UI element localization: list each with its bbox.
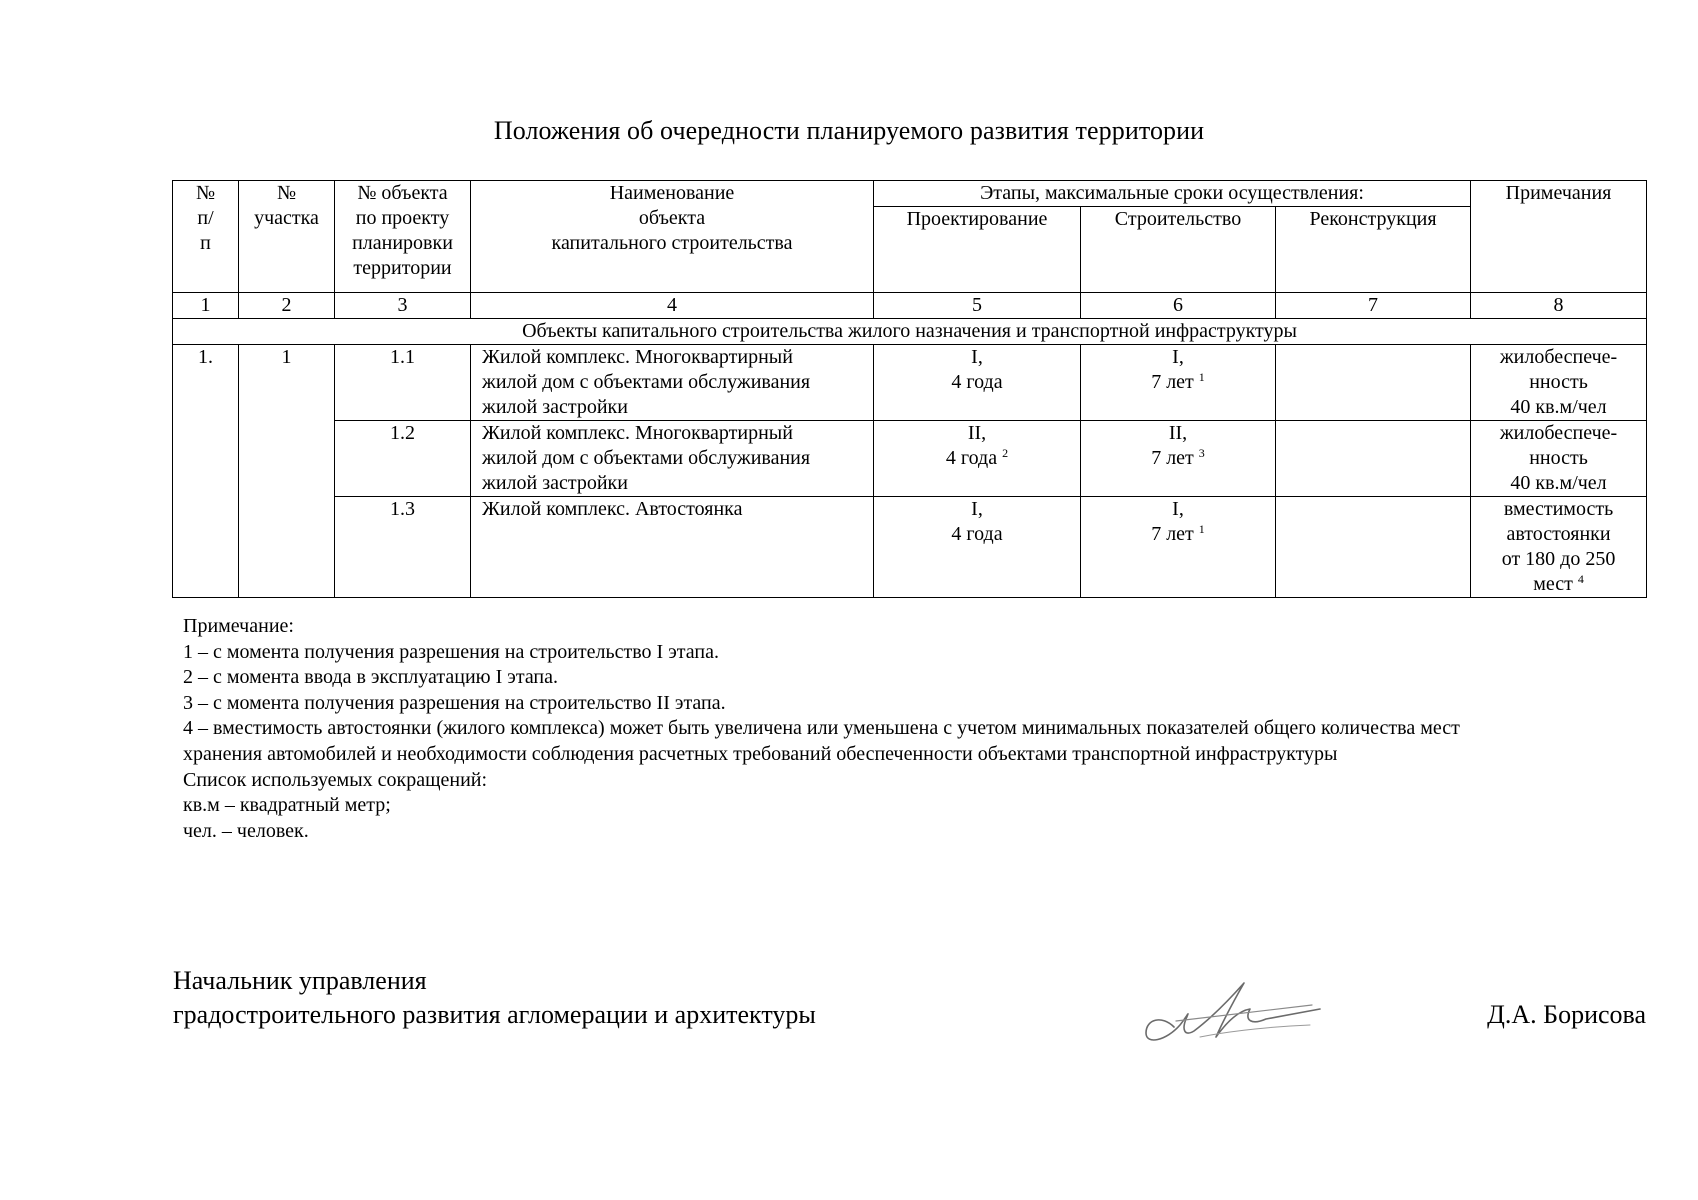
handwritten-signature bbox=[1140, 975, 1330, 1055]
object-name-line: жилой дом с объектами обслуживания bbox=[482, 371, 811, 393]
design-cell bbox=[874, 497, 1081, 598]
construction-stage: I, bbox=[1172, 346, 1184, 368]
table-row bbox=[173, 421, 1647, 497]
footnote-ref: 3 bbox=[1198, 446, 1205, 460]
column-number-row bbox=[173, 293, 1647, 319]
plot-number-cell: 1 bbox=[239, 345, 335, 421]
object-number-cell: 1.3 bbox=[335, 497, 471, 598]
reconstruction-cell bbox=[1276, 421, 1471, 497]
object-name-cell bbox=[471, 421, 874, 497]
construction-term: 7 лет bbox=[1151, 371, 1194, 393]
object-name-line: жилой застройки bbox=[482, 472, 628, 494]
development-stages-table bbox=[172, 180, 1647, 598]
footnote-ref: 2 bbox=[1002, 446, 1009, 460]
object-name-line: жилой дом с объектами обслуживания bbox=[482, 447, 811, 469]
footnote-ref: 1 bbox=[1198, 370, 1205, 384]
column-number: 8 bbox=[1471, 293, 1647, 319]
item-number-cell-continued bbox=[173, 421, 239, 497]
note-line: мест bbox=[1533, 573, 1573, 595]
position-line: градостроительного развития агломерации и архитектуры bbox=[173, 1000, 816, 1029]
object-name-line: Жилой комплекс. Многоквартирный bbox=[482, 422, 793, 444]
note-line: жилобеспече- bbox=[1499, 346, 1618, 368]
note-line: нность bbox=[1529, 447, 1588, 469]
column-number: 7 bbox=[1276, 293, 1471, 319]
header-object-number bbox=[335, 181, 471, 293]
header-design: Проектирование bbox=[874, 207, 1081, 293]
construction-stage: I, bbox=[1172, 498, 1184, 520]
note-line: жилобеспече- bbox=[1499, 422, 1618, 444]
note-line: автостоянки bbox=[1506, 523, 1611, 545]
abbreviation-item: чел. – человек. bbox=[183, 819, 309, 842]
object-name-line: Жилой комплекс. Автостоянка bbox=[482, 498, 743, 520]
notes-heading: Примечание: bbox=[183, 615, 294, 637]
header-text: по проекту bbox=[355, 207, 450, 229]
object-name-line: жилой застройки bbox=[482, 396, 628, 418]
note-line: от 180 до 250 bbox=[1501, 548, 1616, 570]
column-number: 1 bbox=[173, 293, 239, 319]
header-stages-group: Этапы, максимальные сроки осуществления: bbox=[874, 181, 1471, 207]
design-stage: I, bbox=[971, 346, 983, 368]
header-text: Наименование bbox=[609, 182, 735, 204]
design-term: 4 года bbox=[951, 371, 1003, 393]
construction-cell bbox=[1081, 345, 1276, 421]
abbreviations-heading: Список используемых сокращений: bbox=[183, 768, 488, 791]
header-text: № bbox=[276, 182, 297, 204]
note-item: хранения автомобилей и необходимости соблюдения расчетных требований обеспеченности объектами транспортной инфраструктуры bbox=[183, 742, 1338, 765]
footnote-ref: 1 bbox=[1198, 522, 1205, 536]
object-name-line: Жилой комплекс. Многоквартирный bbox=[482, 346, 793, 368]
abbreviation-item: кв.м – квадратный метр; bbox=[183, 794, 391, 817]
item-number-cell-continued bbox=[173, 497, 239, 598]
table-row bbox=[173, 497, 1647, 598]
header-row-1 bbox=[173, 181, 1647, 207]
note-line: нность bbox=[1529, 371, 1588, 393]
design-stage: II, bbox=[967, 422, 987, 444]
reconstruction-cell bbox=[1276, 497, 1471, 598]
header-text: объекта bbox=[638, 207, 706, 229]
note-cell bbox=[1471, 345, 1647, 421]
construction-term: 7 лет bbox=[1151, 523, 1194, 545]
header-plot-number bbox=[239, 181, 335, 293]
header-text: капитального строительства bbox=[551, 232, 793, 254]
section-title: Объекты капитального строительства жилого назначения и транспортной инфраструктуры bbox=[173, 319, 1647, 345]
object-name-cell bbox=[471, 345, 874, 421]
item-number-cell: 1. bbox=[173, 345, 239, 421]
section-title-row bbox=[173, 319, 1647, 345]
header-text: № bbox=[195, 182, 216, 204]
note-line: 40 кв.м/чел bbox=[1510, 396, 1607, 418]
position-line: Начальник управления bbox=[173, 966, 427, 995]
plot-number-cell-continued bbox=[239, 497, 335, 598]
note-item: 2 – с момента ввода в эксплуатацию I этапа. bbox=[183, 666, 559, 689]
column-number: 6 bbox=[1081, 293, 1276, 319]
note-item: 3 – с момента получения разрешения на строительство II этапа. bbox=[183, 691, 726, 714]
column-number: 2 bbox=[239, 293, 335, 319]
header-text: планировки bbox=[352, 232, 453, 254]
object-number-cell: 1.2 bbox=[335, 421, 471, 497]
header-notes: Примечания bbox=[1471, 181, 1647, 293]
column-number: 5 bbox=[874, 293, 1081, 319]
construction-cell bbox=[1081, 497, 1276, 598]
note-cell bbox=[1471, 497, 1647, 598]
signatory-position bbox=[173, 964, 816, 1032]
header-text: п bbox=[200, 232, 211, 254]
column-number: 3 bbox=[335, 293, 471, 319]
object-number-cell: 1.1 bbox=[335, 345, 471, 421]
note-cell bbox=[1471, 421, 1647, 497]
object-name-cell bbox=[471, 497, 874, 598]
design-cell bbox=[874, 421, 1081, 497]
construction-stage: II, bbox=[1168, 422, 1188, 444]
column-number: 4 bbox=[471, 293, 874, 319]
note-line: вместимость bbox=[1503, 498, 1614, 520]
header-text: территории bbox=[353, 257, 452, 279]
document-title: Положения об очередности планируемого развития территории bbox=[493, 116, 1205, 145]
header-reconstruction: Реконструкция bbox=[1276, 207, 1471, 293]
reconstruction-cell bbox=[1276, 345, 1471, 421]
note-line: 40 кв.м/чел bbox=[1510, 472, 1607, 494]
header-object-name bbox=[471, 181, 874, 293]
note-item: 1 – с момента получения разрешения на строительство I этапа. bbox=[183, 640, 719, 663]
header-construction: Строительство bbox=[1081, 207, 1276, 293]
signatory-name: Д.А. Борисова bbox=[1487, 1000, 1646, 1029]
footnote-ref: 4 bbox=[1577, 572, 1584, 586]
header-item-number bbox=[173, 181, 239, 293]
design-term: 4 года bbox=[945, 447, 998, 469]
header-text: п/ bbox=[197, 207, 214, 229]
design-term: 4 года bbox=[951, 523, 1003, 545]
notes-block bbox=[183, 614, 1653, 844]
header-text: № объекта bbox=[357, 182, 448, 204]
note-item: 4 – вместимость автостоянки (жилого комплекса) может быть увеличена или уменьшена с учетом минимальных показателей общего количества мест bbox=[183, 717, 1460, 740]
construction-term: 7 лет bbox=[1151, 447, 1194, 469]
construction-cell bbox=[1081, 421, 1276, 497]
header-text: участка bbox=[254, 207, 319, 229]
design-stage: I, bbox=[971, 498, 983, 520]
plot-number-cell-continued bbox=[239, 421, 335, 497]
design-cell bbox=[874, 345, 1081, 421]
table-row bbox=[173, 345, 1647, 421]
